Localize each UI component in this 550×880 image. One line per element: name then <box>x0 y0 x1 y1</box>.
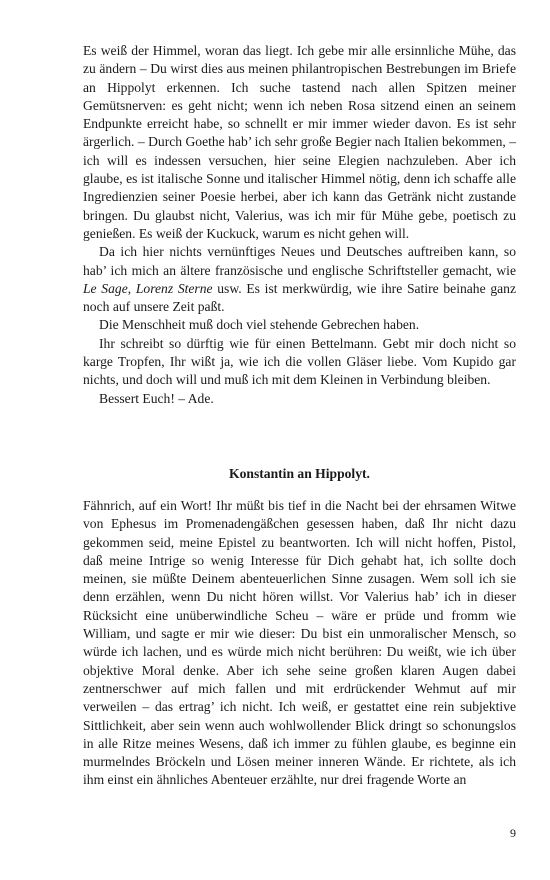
paragraph-text: usw. Es ist merkwürdig, wie ihre Satire beinahe ganz noch auf unsere Zeit paßt. <box>83 280 517 315</box>
letter-continuation-text <box>83 42 516 408</box>
paragraph <box>83 497 516 790</box>
paragraph-text: Die Menschheit muß doch viel stehende Gebrechen haben. <box>99 317 420 333</box>
italic-text: Le Sage <box>83 280 128 296</box>
paragraph <box>83 243 516 316</box>
paragraph-text: Da ich hier nichts vernünftiges Neues und Deutsches auftreiben kann, so hab’ ich mich an ältere französische und englische Schriftsteller gemacht, wie <box>83 244 516 278</box>
page-number: 9 <box>510 826 516 840</box>
paragraph-text: Bessert Euch! – Ade. <box>99 390 214 406</box>
paragraph <box>83 390 516 408</box>
paragraph <box>83 335 516 390</box>
letter-body-text <box>83 497 516 790</box>
paragraph <box>83 42 516 243</box>
paragraph-text: Fähnrich, auf ein Wort! Ihr müßt bis tief in die Nacht bei der ehrsamen Witwe von Ephesus im Promenadengäßchen gesessen haben, daß Ihr nicht dazu gekommen seid, meine Epistel zu beantworten. Ich will nicht hoffen, Pistol, daß meine Intrige so wenig Interesse für Dich gehabt hat, ich sollte doch meinen, sie müßte Deinem abenteuerlichen Sinne zusagen. Wem soll ich sie denn erzählen, wenn Du nicht hören willst. Vor Valerius hab’ ich in dieser Rücksicht eine unüberwindliche Scheu – wäre er prüde und fromm wie William, und sagte er mir wie dieser: Du bist ein unmoralischer Mensch, so würde ich lachen, und es würde mich nicht berühren: Du weißt, wie ich über objektive Moral denke. Aber ich sehe seine großen klaren Augen dabei zentnerschwer auf mich fallen und mit erdrückender Wehmut auf mir verweilen – das ertrag’ ich nicht. Ich weiß, er gestattet eine rein subjektive Sittlichkeit, aber sein wenn auch wohlwollender Blick dringt so schonungslos in alle Ritze meines Wesens, daß ich immer zu fühlen glaube, es beginne ein murmelndes Bröckeln und Lösen meiner inneren Wände. Er richtete, als ich ihm einst ein ähnliches Abenteuer erzählte, nur drei fragende Worte an <box>83 498 516 788</box>
letter-heading: Konstantin an Hippolyt. <box>229 466 370 481</box>
italic-text: Lorenz Sterne <box>135 280 213 296</box>
paragraph <box>83 316 516 334</box>
paragraph-text: , <box>127 280 136 296</box>
paragraph-text: Ihr schreibt so dürftig wie für einen Bettelmann. Gebt mir doch nicht so karge Tropfen, Ihr wißt ja, wie ich die vollen Gläser liebe. Vom Kupido gar nichts, und doch will und muß ich mit dem Kleinen in Verbindung bleiben. <box>83 335 516 388</box>
paragraph-text: Es weiß der Himmel, woran das liegt. Ich gebe mir alle ersinnliche Mühe, das zu ändern – Du wirst dies aus meinen philantropischen Bestrebungen im Briefe an Hippolyt erkennen. Ich suche tastend nach allen Spitzen meiner Gemütsnerven: es geht nicht; wenn ich neben Rosa sitzend einen an seinem Endpunkte erreicht habe, so schnellt er mir immer wieder davon. Es ist sehr ärgerlich. – Durch Goethe hab’ ich sehr große Begier nach Italien bekommen, – ich will es indessen versuchen, hier seine Elegien nachzuleben. Aber ich glaube, es ist italische Sonne und italischer Himmel nötig, denn ich schaffe alle Ingredienzien seiner Poesie herbei, aber ich kann das Getränk nicht zustande bringen. Du glaubst nicht, Valerius, was ich mir für Mühe gebe, poetisch zu genießen. Es weiß der Kuckuck, warum es nicht gehen will. <box>83 43 516 241</box>
